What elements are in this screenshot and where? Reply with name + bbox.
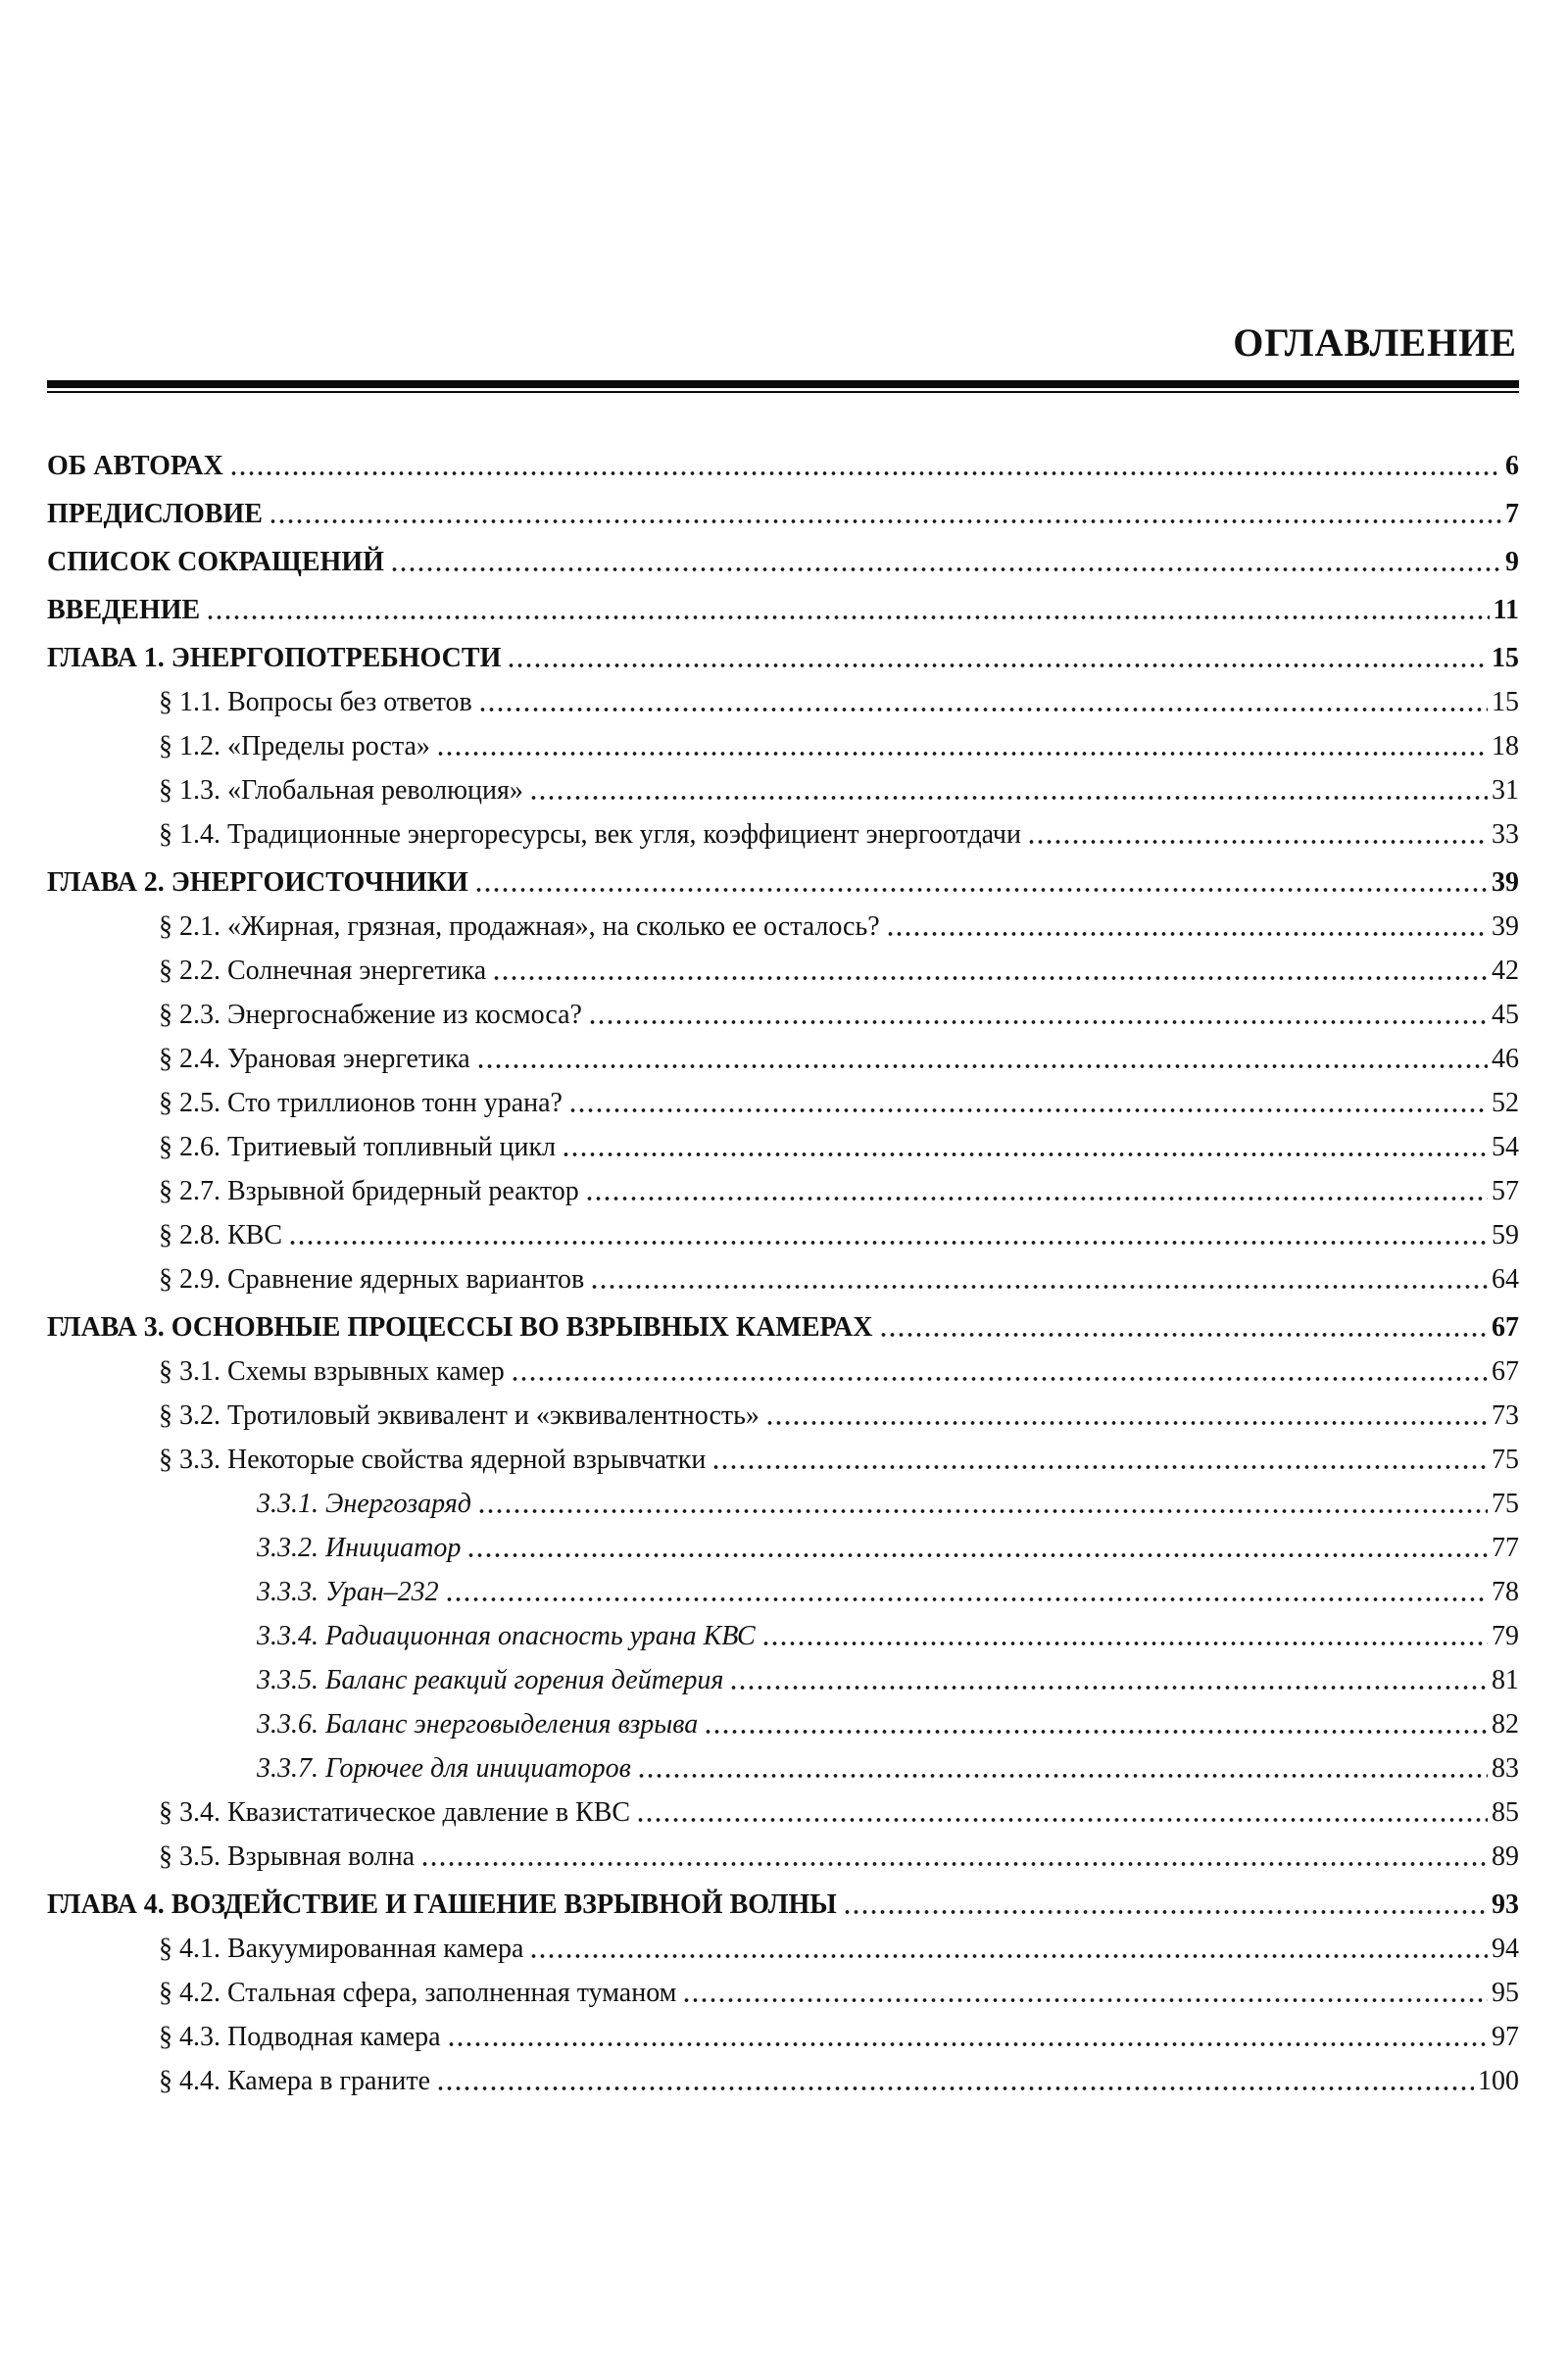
toc-entry-page: 64	[1492, 1264, 1519, 1295]
toc-entry-page: 100	[1478, 2066, 1519, 2096]
dot-leader	[478, 697, 1488, 716]
toc-entry	[47, 2065, 1519, 2097]
toc-entry	[47, 1399, 1519, 1432]
toc-entry-page: 89	[1492, 1841, 1519, 1872]
toc-entry-page: 45	[1492, 1000, 1519, 1030]
dot-leader	[636, 1807, 1488, 1827]
toc-entry-page: 18	[1492, 731, 1519, 761]
toc-entry	[47, 1752, 1519, 1785]
toc-entry-page: 6	[1505, 451, 1519, 481]
dot-leader	[704, 1719, 1488, 1739]
dot-leader	[477, 1498, 1488, 1518]
dot-leader	[886, 921, 1488, 941]
toc-entry	[47, 1532, 1519, 1564]
toc-entry-label: § 2.5. Сто триллионов тонн урана?	[159, 1088, 563, 1118]
page-title: ОГЛАВЛЕНИЕ	[1233, 320, 1517, 365]
toc-entry	[47, 1219, 1519, 1251]
toc-entry-label: § 4.4. Камера в граните	[159, 2066, 431, 2096]
dot-leader	[390, 557, 1501, 576]
toc-entry	[47, 866, 1519, 899]
toc-entry-label: § 4.2. Стальная сфера, заполненная туманом	[159, 1978, 677, 2008]
toc-entry	[47, 686, 1519, 718]
toc-entry-page: 54	[1492, 1132, 1519, 1162]
toc-entry-page: 59	[1492, 1220, 1519, 1250]
toc-entry-label: ПРЕДИСЛОВИЕ	[47, 499, 263, 529]
toc-entry-page: 82	[1492, 1709, 1519, 1740]
toc-entry	[47, 1087, 1519, 1119]
toc-entry	[47, 730, 1519, 762]
toc-entry	[47, 999, 1519, 1031]
toc-entry-page: 15	[1492, 687, 1519, 717]
toc-entry-page: 39	[1492, 867, 1519, 898]
title-rule-thick	[47, 380, 1519, 388]
toc-entry-page: 9	[1505, 547, 1519, 577]
toc-entry-page: 52	[1492, 1088, 1519, 1118]
toc-entry-label: ГЛАВА 2. ЭНЕРГОИСТОЧНИКИ	[47, 867, 468, 898]
toc-entry	[47, 1311, 1519, 1344]
toc-entry-page: 85	[1492, 1797, 1519, 1828]
dot-leader	[476, 1054, 1488, 1073]
dot-leader	[474, 877, 1488, 897]
toc-entry-label: § 1.3. «Глобальная революция»	[159, 775, 523, 806]
toc-entry	[47, 1263, 1519, 1296]
toc-entry	[47, 1977, 1519, 2009]
toc-entry	[47, 774, 1519, 807]
toc-entry-label: § 2.6. Тритиевый топливный цикл	[159, 1132, 557, 1162]
toc-entry-page: 57	[1492, 1176, 1519, 1206]
toc-entry-label: 3.3.3. Уран–232	[257, 1577, 439, 1607]
toc-entry-page: 81	[1492, 1665, 1519, 1695]
toc-entry-page: 93	[1492, 1889, 1519, 1920]
dot-leader	[588, 1009, 1488, 1029]
dot-leader	[1027, 829, 1488, 849]
toc-entry-page: 97	[1492, 2022, 1519, 2052]
toc-entry	[47, 1888, 1519, 1921]
toc-entry-label: 3.3.6. Баланс энерговыделения взрыва	[257, 1709, 699, 1740]
toc-entry-label: § 2.2. Солнечная энергетика	[159, 956, 487, 986]
title-rule-thin	[47, 391, 1519, 393]
toc-entry-page: 95	[1492, 1978, 1519, 2008]
toc-entry-page: 31	[1492, 775, 1519, 806]
dot-leader	[729, 1675, 1488, 1694]
toc-entry	[47, 1355, 1519, 1388]
toc-entry-label: ВВЕДЕНИЕ	[47, 595, 201, 625]
toc-entry-page: 75	[1492, 1489, 1519, 1519]
toc-entry-page: 33	[1492, 819, 1519, 850]
toc-entry-label: § 1.4. Традиционные энергоресурсы, век угля, коэффициент энергоотдачи	[159, 819, 1021, 850]
dot-leader	[436, 741, 1488, 760]
toc-entry	[47, 1708, 1519, 1740]
toc-entry-page: 67	[1492, 1312, 1519, 1343]
toc-entry-label: § 3.4. Квазистатическое давление в КВС	[159, 1797, 631, 1828]
toc-entry-label: § 2.7. Взрывной бридерный реактор	[159, 1176, 579, 1206]
toc-entry-label: 3.3.4. Радиационная опасность урана КВС	[257, 1621, 756, 1651]
toc-entry-label: 3.3.1. Энергозаряд	[257, 1489, 471, 1519]
toc-entry-page: 46	[1492, 1044, 1519, 1074]
toc-entry	[47, 594, 1519, 626]
toc-entry-label: § 2.3. Энергоснабжение из космоса?	[159, 1000, 582, 1030]
toc-entry	[47, 1576, 1519, 1608]
toc-entry-page: 39	[1492, 911, 1519, 942]
toc-entry	[47, 642, 1519, 674]
toc-entry-label: § 3.5. Взрывная волна	[159, 1841, 416, 1872]
toc-entry	[47, 1840, 1519, 1873]
toc-entry-page: 11	[1493, 595, 1519, 625]
dot-leader	[447, 2032, 1488, 2051]
toc-entry-label: 3.3.5. Баланс реакций горения дейтерия	[257, 1665, 724, 1695]
toc-entry-page: 42	[1492, 956, 1519, 986]
dot-leader	[288, 1230, 1488, 1250]
toc-entry	[47, 910, 1519, 943]
toc-entry-page: 83	[1492, 1753, 1519, 1784]
dot-leader	[507, 653, 1488, 672]
toc-entry-label: ОБ АВТОРАХ	[47, 451, 223, 481]
dot-leader	[879, 1322, 1489, 1342]
toc-entry-label: 3.3.7. Горючее для инициаторов	[257, 1753, 631, 1784]
toc-entry-label: § 1.1. Вопросы без ответов	[159, 687, 472, 717]
toc-entry-label: § 2.1. «Жирная, грязная, продажная», на сколько ее осталось?	[159, 911, 880, 942]
toc-entry	[47, 1664, 1519, 1696]
toc-entry	[47, 1933, 1519, 1965]
dot-leader	[445, 1587, 1488, 1606]
toc-entry-page: 77	[1492, 1533, 1519, 1563]
toc-entry-label: ГЛАВА 3. ОСНОВНЫЕ ПРОЦЕССЫ ВО ВЗРЫВНЫХ КАМЕРАХ	[47, 1312, 873, 1343]
dot-leader	[765, 1410, 1488, 1430]
toc-entry-label: § 3.3. Некоторые свойства ядерной взрывчатки	[159, 1445, 707, 1475]
dot-leader	[711, 1454, 1488, 1474]
toc-entry-page: 67	[1492, 1356, 1519, 1387]
toc-entry-label: § 3.2. Тротиловый эквивалент и «эквивалентность»	[159, 1400, 760, 1431]
dot-leader	[229, 461, 1501, 480]
dot-leader	[562, 1142, 1488, 1161]
toc-entry-page: 75	[1492, 1445, 1519, 1475]
toc-entry-label: § 2.9. Сравнение ядерных вариантов	[159, 1264, 585, 1295]
toc-list	[47, 450, 1519, 2097]
dot-leader	[568, 1098, 1488, 1117]
toc-entry-label: ГЛАВА 1. ЭНЕРГОПОТРЕБНОСТИ	[47, 643, 502, 673]
toc-entry	[47, 1488, 1519, 1520]
dot-leader	[529, 785, 1488, 805]
toc-entry-label: § 2.8. КВС	[159, 1220, 283, 1250]
toc-entry-label: § 4.1. Вакуумированная камера	[159, 1934, 524, 1964]
dot-leader	[466, 1543, 1488, 1562]
dot-leader	[529, 1943, 1488, 1963]
toc-entry	[47, 1131, 1519, 1163]
dot-leader	[269, 509, 1501, 528]
dot-leader	[206, 605, 1489, 624]
toc-entry	[47, 450, 1519, 482]
toc-entry	[47, 1043, 1519, 1075]
toc-entry-page: 7	[1505, 499, 1519, 529]
toc-entry	[47, 955, 1519, 987]
toc-entry	[47, 818, 1519, 851]
toc-entry-label: § 1.2. «Пределы роста»	[159, 731, 430, 761]
toc-entry	[47, 1796, 1519, 1829]
dot-leader	[637, 1763, 1488, 1783]
dot-leader	[585, 1186, 1488, 1205]
dot-leader	[590, 1274, 1488, 1294]
toc-entry	[47, 1175, 1519, 1207]
dot-leader	[492, 965, 1488, 985]
toc-entry	[47, 546, 1519, 578]
toc-entry-page: 94	[1492, 1934, 1519, 1964]
toc-entry	[47, 2021, 1519, 2053]
dot-leader	[682, 1987, 1488, 2007]
toc-entry-page: 15	[1492, 643, 1519, 673]
dot-leader	[761, 1631, 1488, 1650]
toc-entry-label: § 4.3. Подводная камера	[159, 2022, 441, 2052]
dot-leader	[843, 1899, 1488, 1919]
toc-entry-label: § 3.1. Схемы взрывных камер	[159, 1356, 505, 1387]
dot-leader	[436, 2076, 1474, 2095]
toc-entry-label: 3.3.2. Инициатор	[257, 1533, 462, 1563]
toc-entry-page: 79	[1492, 1621, 1519, 1651]
toc-entry-page: 78	[1492, 1577, 1519, 1607]
toc-entry-label: § 2.4. Урановая энергетика	[159, 1044, 470, 1074]
toc-entry-page: 73	[1492, 1400, 1519, 1431]
toc-entry	[47, 498, 1519, 530]
dot-leader	[420, 1851, 1488, 1871]
dot-leader	[511, 1366, 1488, 1386]
toc-entry	[47, 1620, 1519, 1652]
toc-entry-label: ГЛАВА 4. ВОЗДЕЙСТВИЕ И ГАШЕНИЕ ВЗРЫВНОЙ ВОЛНЫ	[47, 1889, 837, 1920]
toc-entry	[47, 1444, 1519, 1476]
toc-entry-label: СПИСОК СОКРАЩЕНИЙ	[47, 547, 384, 577]
